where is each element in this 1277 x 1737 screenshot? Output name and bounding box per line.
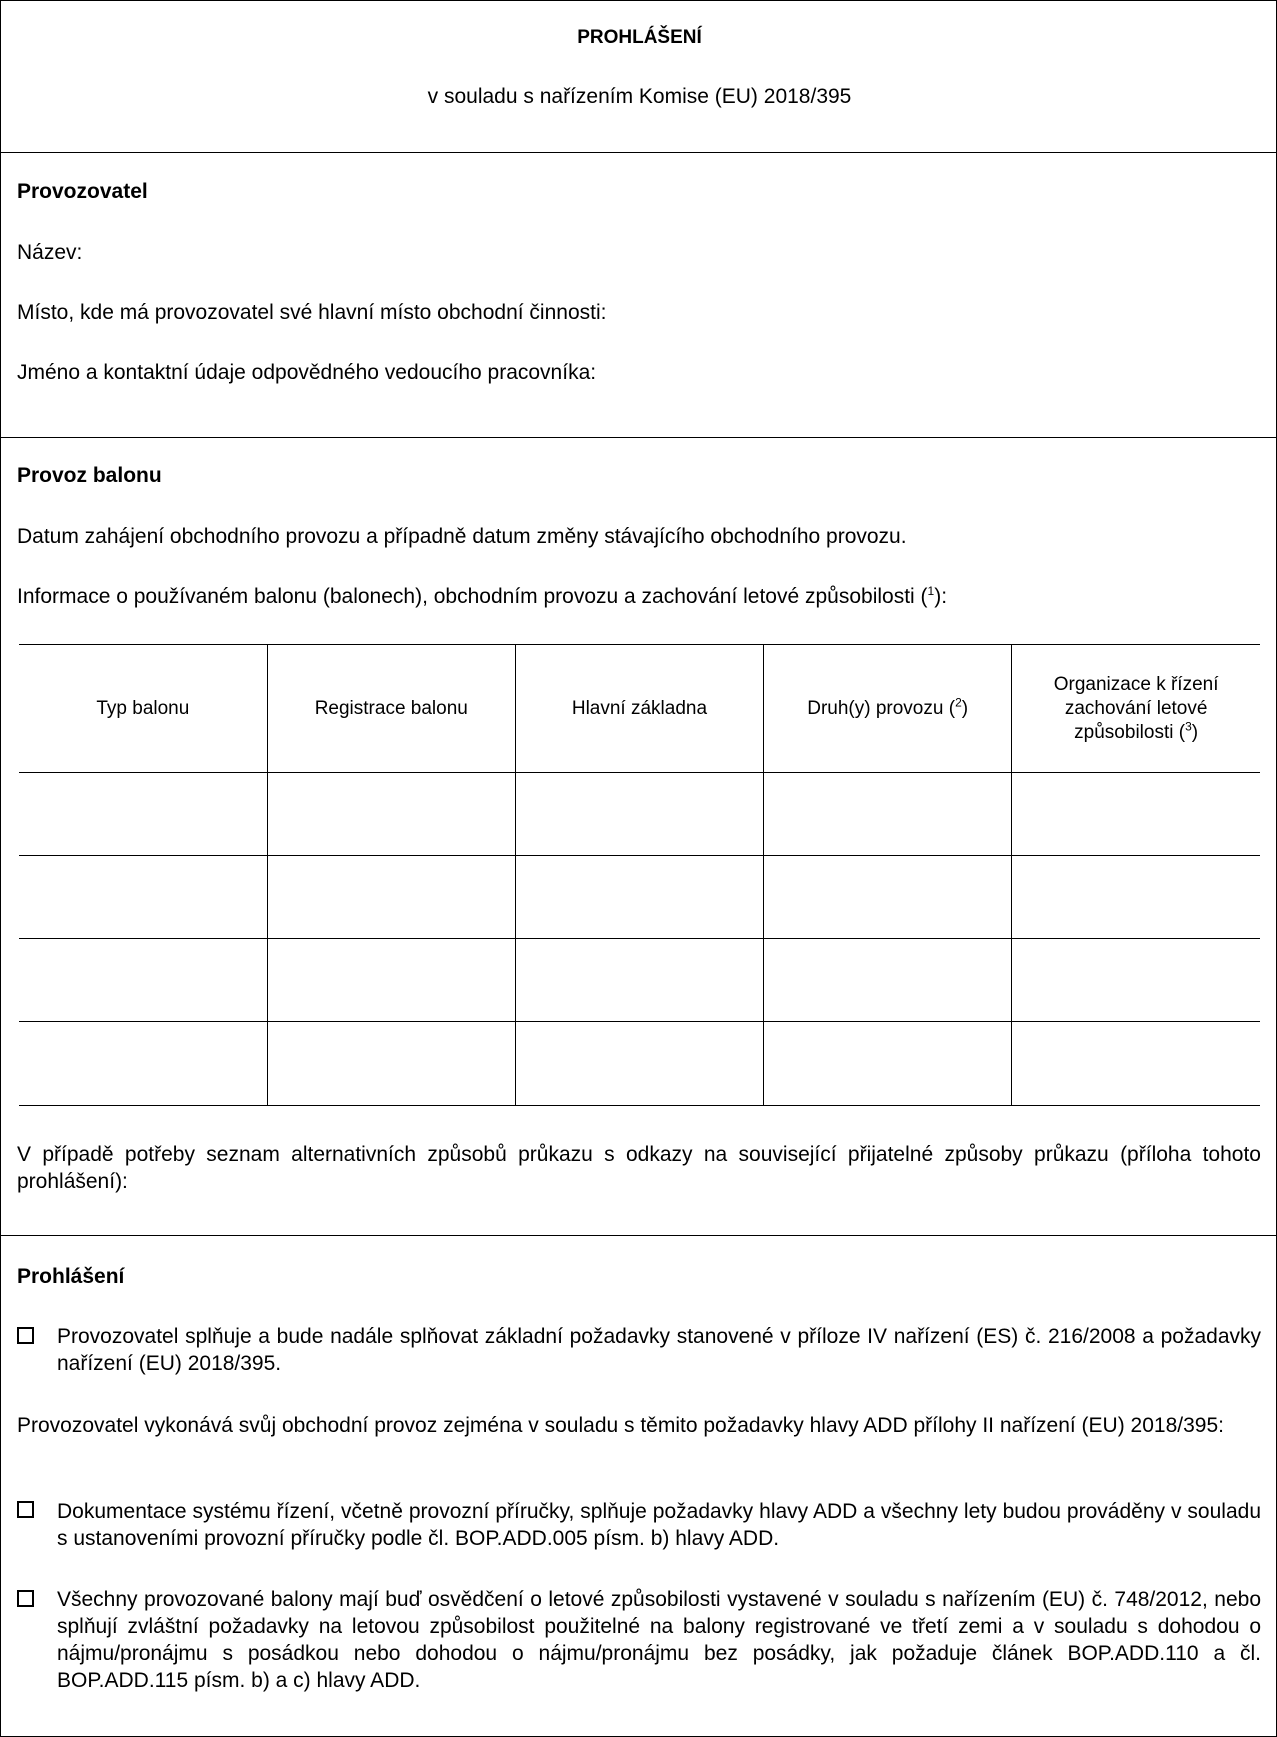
compliance-checkbox[interactable] [17,1327,34,1344]
operation-info-text: Informace o používaném balonu (balonech), obchodním provozu a zachování letové způsobilosti ($^1$): [17,584,948,608]
divider [1,152,1277,153]
airworthiness-checkbox[interactable] [17,1590,34,1607]
table-cell[interactable] [764,939,1012,1022]
alt-means-text: V případě potřeby seznam alternativních způsobů průkazu s odkazy na související přijatelné způsoby průkazu (příloha tohoto prohlášení): [17,1143,1261,1193]
table-cell[interactable] [267,939,515,1022]
table-cell[interactable] [1012,1022,1260,1106]
balloon-table [19,644,1260,1106]
table-header-row [19,645,1260,773]
operation-date-text: Datum zahájení obchodního provozu a případně datum změny stávajícího obchodního provozu. [17,525,907,548]
col-main-base: Hlavní základna [515,645,763,773]
operation-heading: Provoz balonu [17,464,162,487]
operator-name-label: Název: [17,241,83,264]
table-cell[interactable] [267,856,515,939]
table-cell[interactable] [267,1022,515,1106]
table-cell[interactable] [1012,856,1260,939]
declaration-intro: Provozovatel vykonává svůj obchodní provoz zejména v souladu s těmito požadavky hlavy ADD přílohy II nařízení (EU) 2018/395: [17,1414,1224,1437]
table-cell[interactable] [1012,773,1260,856]
table-cell[interactable] [515,856,763,939]
col-operation-types: Druh(y) provozu ($^2$) [764,645,1012,773]
operator-place-label: Místo, kde má provozovatel své hlavní místo obchodní činnosti: [17,301,607,324]
compliance-text: Provozovatel splňuje a bude nadále splňovat základní požadavky stanovené v příloze IV nařízení (ES) č. 216/2008 a požadavky nařízení (EU) 2018/395. [57,1325,1261,1375]
table-cell[interactable] [764,856,1012,939]
table-cell[interactable] [515,773,763,856]
col-camo-organisation: Organizace k řízení zachování letové způsobilosti ($^3$) [1012,645,1260,773]
form-subtitle: v souladu s nařízením Komise (EU) 2018/395 [427,85,852,108]
table-cell[interactable] [764,1022,1012,1106]
operator-manager-label: Jméno a kontaktní údaje odpovědného vedoucího pracovníka: [17,361,597,384]
table-cell[interactable] [19,773,267,856]
col-balloon-registration: Registrace balonu [267,645,515,773]
table-row [19,1022,1260,1106]
table-cell[interactable] [515,939,763,1022]
table-row [19,856,1260,939]
table-cell[interactable] [515,1022,763,1106]
table-cell[interactable] [19,939,267,1022]
divider [1,1235,1277,1236]
table-row [19,939,1260,1022]
form-title: PROHLÁŠENÍ [577,27,702,48]
table-cell[interactable] [764,773,1012,856]
airworthiness-text: Všechny provozované balony mají buď osvědčení o letové způsobilosti vystavené v souladu s nařízením (EU) č. 748/2012, nebo splňují zvláštní požadavky na letovou způsobilost použitelné na balony registrované ve třetí zemi a v souladu s dohodou o nájmu/pronájmu s posádkou nebo dohodou o nájmu/pronájmu bez posádky, jak požaduje článek BOP.ADD.110 a čl. BOP.ADD.115 písm. b) a c) hlavy ADD. [57,1588,1261,1692]
table-cell[interactable] [19,856,267,939]
col-balloon-type: Typ balonu [19,645,267,773]
declaration-heading: Prohlášení [17,1265,125,1288]
operator-heading: Provozovatel [17,180,148,203]
table-cell[interactable] [267,773,515,856]
management-system-checkbox[interactable] [17,1501,34,1518]
divider [1,437,1277,438]
table-row [19,773,1260,856]
table-cell[interactable] [1012,939,1260,1022]
management-system-text: Dokumentace systému řízení, včetně provozní příručky, splňuje požadavky hlavy ADD a všechny lety budou prováděny v souladu s ustanoveními provozní příručky podle čl. BOP.ADD.005 písm. b) hlavy ADD. [57,1500,1261,1550]
table-cell[interactable] [19,1022,267,1106]
